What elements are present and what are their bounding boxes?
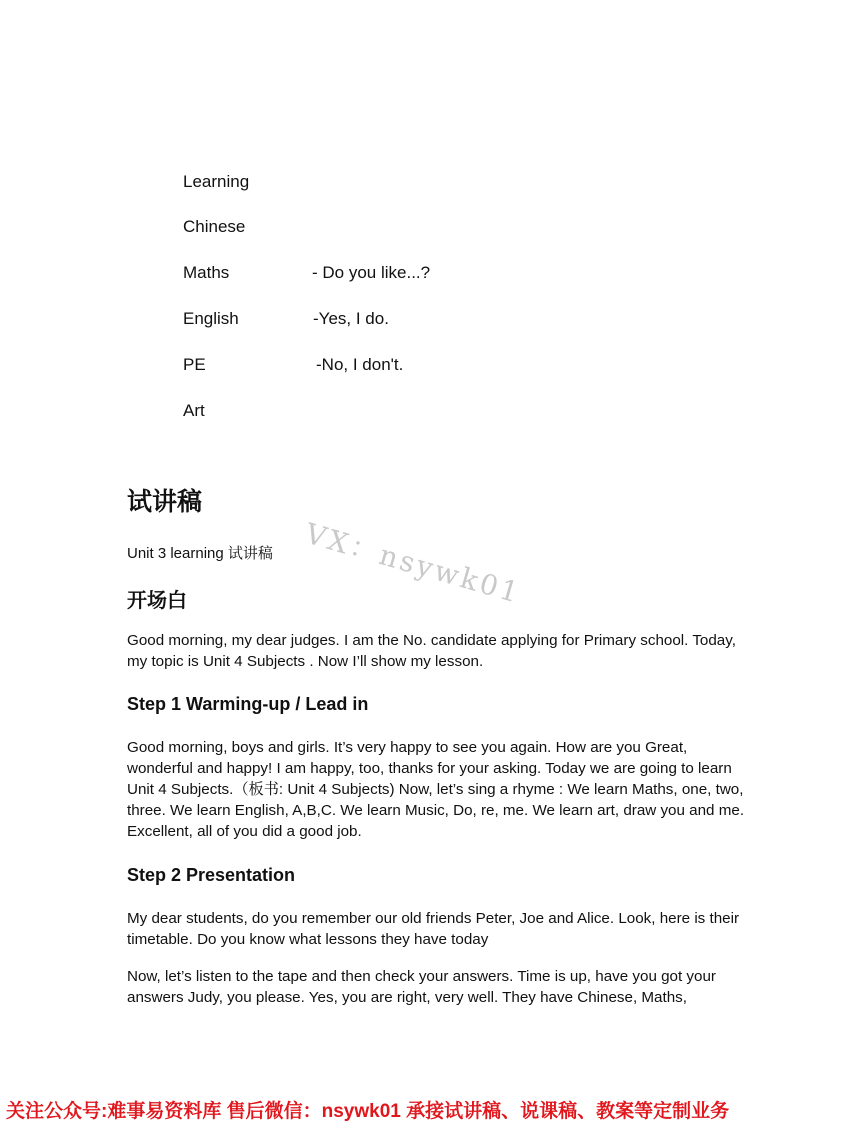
opening-paragraph: Good morning, my dear judges. I am the No. candidate applying for Primary school. Today, my topic is Unit 4 Subjects . Now I’ll show my lesson. [127,632,736,670]
step1-paragraph: Good morning, boys and girls. It’s very happy to see you again. How are you Great, wonderful and happy! I am happy, too, thanks for your asking. Today we are going to learn Unit 4 Subjects.（板书: Unit 4 Subjects) Now, let’s sing a rhyme : We learn Maths, one, two, three. We learn English, A,B,C. We learn Music, Do, re, me. We learn art, draw you and me. Excellent, all of you did a good job. [127,739,745,840]
step2-paragraph-1: My dear students, do you remember our old friends Peter, Joe and Alice. Look, here is their timetable. Do you know what lessons they have today [127,910,740,948]
watermark: VX：nsywk01 [301,516,525,610]
step1-heading: Step 1 Warming-up / Lead in [127,694,369,714]
board-word-chinese: Chinese [183,217,246,236]
board-phrase-no: -No, I don't. [316,355,404,374]
opening-heading: 开场白 [127,590,187,612]
board-word-learning: Learning [183,172,250,191]
page-title: 试讲稿 [127,488,203,516]
board-word-art: Art [183,401,205,420]
board-phrase-question: - Do you like...? [312,263,431,282]
footer-banner: 关注公众号:难事易资料库 售后微信：nsywk01 承接试讲稿、说课稿、教案等定制业务 [6,1101,730,1122]
step2-heading: Step 2 Presentation [127,865,296,885]
board-word-pe: PE [183,355,206,374]
subtitle: Unit 3 learning 试讲稿 [127,545,273,562]
board-word-maths: Maths [183,263,230,282]
board-word-english: English [183,309,239,328]
step2-paragraph-2: Now, let’s listen to the tape and then check your answers. Time is up, have you got your answers Judy, you please. Yes, you are right, very well. They have Chinese, Maths, [127,968,716,1006]
board-phrase-yes: -Yes, I do. [313,309,389,328]
